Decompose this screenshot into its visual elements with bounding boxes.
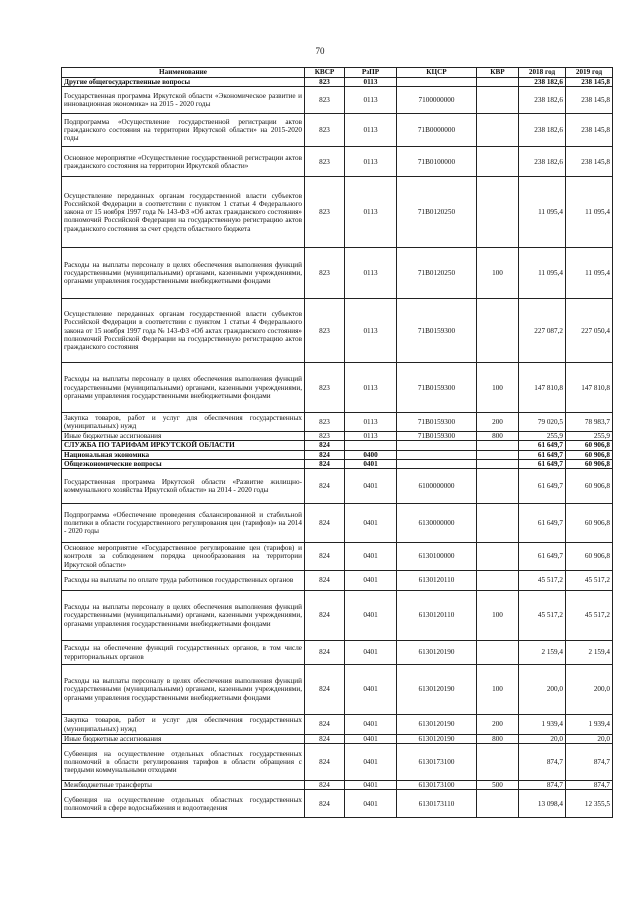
cell-kcsr: 71В0120250 <box>397 248 477 299</box>
cell-kcsr: 6130120110 <box>397 571 477 591</box>
cell-kcsr <box>397 459 477 468</box>
cell-name: Государственная программа Иркутской области «Экономическое развитие и инновационная экономика» на 2015 - 2020 годы <box>62 87 305 114</box>
cell-rzpr: 0113 <box>345 363 397 413</box>
cell-name: Межбюджетные трансферты <box>62 781 305 790</box>
page-number: 70 <box>315 46 325 56</box>
cell-2018: 11 095,4 <box>519 177 566 248</box>
cell-rzpr: 0113 <box>345 177 397 248</box>
cell-2019: 147 810,8 <box>566 363 613 413</box>
cell-kvsr: 824 <box>305 450 345 459</box>
cell-rzpr: 0401 <box>345 571 397 591</box>
cell-kcsr: 6130120110 <box>397 591 477 641</box>
cell-name: Расходы на выплаты персоналу в целях обеспечения выполнения функций государственными (муниципальными) органами, казенными учреждениями, органами управления государственными внебюджетными фондами <box>62 665 305 715</box>
cell-kvr <box>477 469 519 504</box>
cell-kvsr: 824 <box>305 469 345 504</box>
cell-kcsr: 7100000000 <box>397 87 477 114</box>
cell-kcsr <box>397 441 477 450</box>
table-row <box>62 641 613 665</box>
cell-kvr <box>477 78 519 87</box>
cell-2019: 60 906,8 <box>566 504 613 543</box>
cell-kcsr <box>397 450 477 459</box>
cell-name: СЛУЖБА ПО ТАРИФАМ ИРКУТСКОЙ ОБЛАСТИ <box>62 441 305 450</box>
cell-rzpr: 0401 <box>345 715 397 735</box>
header-rzpr: РзПР <box>345 68 397 78</box>
cell-name: Подпрограмма «Обеспечение проведения сбалансированной и стабильной политики в области государственного регулирования цен (тарифов)» на 2014 - 2020 годы <box>62 504 305 543</box>
cell-2018: 61 649,7 <box>519 543 566 571</box>
table-row <box>62 363 613 413</box>
cell-2019: 1 939,4 <box>566 715 613 735</box>
cell-name: Иные бюджетные ассигнования <box>62 735 305 744</box>
cell-name: Расходы на выплаты персоналу в целях обеспечения выполнения функций государственными (муниципальными) органами, казенными учреждениями, органами управления государственными внебюджетными фондами <box>62 248 305 299</box>
cell-kvr <box>477 114 519 147</box>
cell-kvsr: 823 <box>305 114 345 147</box>
cell-name: Субвенция на осуществление отдельных областных государственных полномочий в области регулирования тарифов в области обращения с твердыми коммунальными отходами <box>62 744 305 781</box>
cell-kvr <box>477 744 519 781</box>
cell-kvsr: 824 <box>305 441 345 450</box>
cell-kcsr: 71В0159300 <box>397 299 477 363</box>
header-kcsr: КЦСР <box>397 68 477 78</box>
cell-kvsr: 823 <box>305 78 345 87</box>
cell-kvsr: 824 <box>305 571 345 591</box>
cell-name: Государственная программа Иркутской области «Развитие жилищно-коммунального хозяйства Иркутской области» на 2014 - 2020 годы <box>62 469 305 504</box>
header-2018: 2018 год <box>519 68 566 78</box>
cell-rzpr: 0113 <box>345 114 397 147</box>
cell-kcsr: 71В0120250 <box>397 177 477 248</box>
cell-2018: 200,0 <box>519 665 566 715</box>
cell-kvsr: 823 <box>305 363 345 413</box>
cell-2019: 78 983,7 <box>566 413 613 432</box>
table-row <box>62 299 613 363</box>
cell-kvsr: 824 <box>305 715 345 735</box>
cell-kvsr: 824 <box>305 744 345 781</box>
cell-kvsr: 823 <box>305 413 345 432</box>
cell-2019: 45 517,2 <box>566 571 613 591</box>
table-row <box>62 790 613 818</box>
cell-kvsr: 823 <box>305 177 345 248</box>
cell-rzpr: 0401 <box>345 781 397 790</box>
cell-kvr <box>477 543 519 571</box>
table-row <box>62 248 613 299</box>
cell-rzpr: 0401 <box>345 735 397 744</box>
cell-2018: 61 649,7 <box>519 469 566 504</box>
cell-kvsr: 824 <box>305 543 345 571</box>
cell-2018: 874,7 <box>519 781 566 790</box>
table-row <box>62 432 613 441</box>
cell-kcsr: 6130120190 <box>397 641 477 665</box>
cell-2018: 61 649,7 <box>519 459 566 468</box>
cell-kvsr: 824 <box>305 591 345 641</box>
cell-kvr: 200 <box>477 413 519 432</box>
table-row <box>62 665 613 715</box>
cell-2018: 238 182,6 <box>519 87 566 114</box>
table-row <box>62 450 613 459</box>
cell-name: Национальная экономика <box>62 450 305 459</box>
cell-kvsr: 824 <box>305 781 345 790</box>
cell-name: Подпрограмма «Осуществление государственной регистрации актов гражданского состояния на территории Иркутской области» на 2015-2020 годы <box>62 114 305 147</box>
cell-rzpr: 0113 <box>345 432 397 441</box>
cell-kcsr: 6130173100 <box>397 781 477 790</box>
cell-2019: 11 095,4 <box>566 177 613 248</box>
cell-kvsr: 824 <box>305 735 345 744</box>
cell-kcsr: 6130000000 <box>397 504 477 543</box>
cell-2019: 60 906,8 <box>566 450 613 459</box>
cell-2018: 20,0 <box>519 735 566 744</box>
cell-name: Осуществление переданных органам государственной власти субъектов Российской Федерации в соответствии с пунктом 1 статьи 4 Федерального закона от 15 ноября 1997 года № 143-ФЗ «Об актах гражданского состояния» полномочий Российской Федерации на государственную регистрацию актов гражданского состояния за счет средств областного бюджета <box>62 177 305 248</box>
cell-kcsr: 6130120190 <box>397 665 477 715</box>
cell-2019: 60 906,8 <box>566 459 613 468</box>
cell-kvsr: 824 <box>305 665 345 715</box>
cell-name: Расходы на выплаты по оплате труда работников государственных органов <box>62 571 305 591</box>
table-header <box>62 68 613 78</box>
cell-kcsr: 6130100000 <box>397 543 477 571</box>
cell-kvr <box>477 450 519 459</box>
cell-rzpr: 0113 <box>345 299 397 363</box>
cell-kcsr: 6130120190 <box>397 735 477 744</box>
cell-kvr <box>477 147 519 177</box>
cell-kvsr: 824 <box>305 790 345 818</box>
cell-rzpr: 0113 <box>345 78 397 87</box>
cell-rzpr: 0401 <box>345 744 397 781</box>
cell-2019: 2 159,4 <box>566 641 613 665</box>
cell-kvsr: 824 <box>305 504 345 543</box>
cell-2019: 874,7 <box>566 744 613 781</box>
cell-rzpr: 0401 <box>345 591 397 641</box>
cell-name: Субвенция на осуществление отдельных областных государственных полномочий в сфере водоснабжения и водоотведения <box>62 790 305 818</box>
cell-kvr: 100 <box>477 665 519 715</box>
cell-rzpr <box>345 441 397 450</box>
table-row <box>62 781 613 790</box>
cell-kcsr: 71В0100000 <box>397 147 477 177</box>
table-row <box>62 87 613 114</box>
table-row <box>62 735 613 744</box>
cell-2019: 238 145,8 <box>566 114 613 147</box>
table-row <box>62 147 613 177</box>
cell-2018: 61 649,7 <box>519 504 566 543</box>
cell-kcsr: 71В0159300 <box>397 432 477 441</box>
cell-kvr <box>477 504 519 543</box>
cell-rzpr: 0113 <box>345 413 397 432</box>
cell-2018: 79 020,5 <box>519 413 566 432</box>
cell-kvr: 100 <box>477 248 519 299</box>
cell-rzpr: 0401 <box>345 469 397 504</box>
cell-rzpr: 0401 <box>345 543 397 571</box>
cell-2018: 61 649,7 <box>519 441 566 450</box>
cell-kvr: 500 <box>477 781 519 790</box>
cell-kcsr: 71В0000000 <box>397 114 477 147</box>
cell-2019: 238 145,8 <box>566 147 613 177</box>
cell-name: Расходы на обеспечение функций государственных органов, в том числе территориальных органов <box>62 641 305 665</box>
cell-rzpr: 0401 <box>345 459 397 468</box>
cell-2019: 874,7 <box>566 781 613 790</box>
cell-kcsr: 6130173110 <box>397 790 477 818</box>
cell-2019: 11 095,4 <box>566 248 613 299</box>
cell-2019: 238 145,8 <box>566 87 613 114</box>
budget-table <box>61 67 613 818</box>
cell-name: Общеэкономические вопросы <box>62 459 305 468</box>
cell-name: Основное мероприятие «Государственное регулирование цен (тарифов) и контроля за соблюдением порядка ценообразования на территории Иркутской области» <box>62 543 305 571</box>
cell-kvr <box>477 790 519 818</box>
cell-kcsr <box>397 78 477 87</box>
cell-rzpr: 0401 <box>345 665 397 715</box>
cell-2019: 200,0 <box>566 665 613 715</box>
cell-2018: 238 182,6 <box>519 114 566 147</box>
cell-kvsr: 823 <box>305 432 345 441</box>
cell-rzpr: 0401 <box>345 641 397 665</box>
cell-2019: 60 906,8 <box>566 469 613 504</box>
cell-kvr: 800 <box>477 735 519 744</box>
cell-kvsr: 823 <box>305 147 345 177</box>
cell-2019: 45 517,2 <box>566 591 613 641</box>
cell-kvr: 200 <box>477 715 519 735</box>
header-2019: 2019 год <box>566 68 613 78</box>
cell-rzpr: 0401 <box>345 504 397 543</box>
header-name: Наименование <box>62 68 305 78</box>
table-row <box>62 591 613 641</box>
table-row <box>62 459 613 468</box>
header-kvsr: КВСР <box>305 68 345 78</box>
table-row <box>62 744 613 781</box>
cell-name: Расходы на выплаты персоналу в целях обеспечения выполнения функций государственными (муниципальными) органами, казенными учреждениями, органами управления государственными внебюджетными фондами <box>62 591 305 641</box>
cell-kvr <box>477 571 519 591</box>
cell-kcsr: 6130173100 <box>397 744 477 781</box>
cell-2018: 1 939,4 <box>519 715 566 735</box>
cell-2018: 147 810,8 <box>519 363 566 413</box>
cell-kvr: 100 <box>477 363 519 413</box>
table-row <box>62 413 613 432</box>
table-row <box>62 114 613 147</box>
table-row <box>62 177 613 248</box>
cell-rzpr: 0401 <box>345 790 397 818</box>
cell-kcsr: 71В0159300 <box>397 363 477 413</box>
cell-kvr <box>477 87 519 114</box>
cell-kvsr: 824 <box>305 641 345 665</box>
cell-2019: 255,9 <box>566 432 613 441</box>
cell-2018: 874,7 <box>519 744 566 781</box>
cell-2019: 60 906,8 <box>566 441 613 450</box>
cell-name: Иные бюджетные ассигнования <box>62 432 305 441</box>
table-row <box>62 469 613 504</box>
cell-2019: 60 906,8 <box>566 543 613 571</box>
cell-2018: 255,9 <box>519 432 566 441</box>
table-row <box>62 78 613 87</box>
cell-2018: 61 649,7 <box>519 450 566 459</box>
cell-kvsr: 823 <box>305 248 345 299</box>
cell-name: Закупка товаров, работ и услуг для обеспечения государственных (муниципальных) нужд <box>62 413 305 432</box>
table-row <box>62 715 613 735</box>
cell-name: Закупка товаров, работ и услуг для обеспечения государственных (муниципальных) нужд <box>62 715 305 735</box>
table-row <box>62 571 613 591</box>
cell-rzpr: 0113 <box>345 248 397 299</box>
cell-kvr <box>477 177 519 248</box>
table-row <box>62 504 613 543</box>
cell-2019: 20,0 <box>566 735 613 744</box>
cell-2018: 45 517,2 <box>519 571 566 591</box>
cell-2018: 227 087,2 <box>519 299 566 363</box>
cell-2018: 238 182,6 <box>519 147 566 177</box>
cell-name: Осуществление переданных органам государственной власти субъектов Российской Федерации в соответствии с пунктом 1 статьи 4 Федерального закона от 15 ноября 1997 года № 143-ФЗ «Об актах гражданского состояния» полномочий Российской Федерации на государственную регистрацию актов гражданского состояния <box>62 299 305 363</box>
cell-kvr: 100 <box>477 591 519 641</box>
cell-2018: 45 517,2 <box>519 591 566 641</box>
cell-2019: 227 050,4 <box>566 299 613 363</box>
cell-kvr <box>477 641 519 665</box>
cell-2019: 12 355,5 <box>566 790 613 818</box>
cell-name: Другие общегосударственные вопросы <box>62 78 305 87</box>
table-body <box>62 78 613 818</box>
cell-2018: 11 095,4 <box>519 248 566 299</box>
cell-kvsr: 823 <box>305 299 345 363</box>
cell-rzpr: 0113 <box>345 87 397 114</box>
cell-kvr <box>477 441 519 450</box>
cell-2019: 238 145,8 <box>566 78 613 87</box>
cell-2018: 2 159,4 <box>519 641 566 665</box>
cell-kcsr: 6130120190 <box>397 715 477 735</box>
cell-rzpr: 0400 <box>345 450 397 459</box>
cell-2018: 238 182,6 <box>519 78 566 87</box>
cell-name: Основное мероприятие «Осуществление государственной регистрации актов гражданского состояния на территории Иркутской области» <box>62 147 305 177</box>
cell-kvr <box>477 299 519 363</box>
cell-rzpr: 0113 <box>345 147 397 177</box>
header-kvr: КВР <box>477 68 519 78</box>
cell-kcsr: 71В0159300 <box>397 413 477 432</box>
header-row <box>62 68 613 78</box>
cell-kvsr: 823 <box>305 87 345 114</box>
cell-name: Расходы на выплаты персоналу в целях обеспечения выполнения функций государственными (муниципальными) органами, казенными учреждениями, органами управления государственными внебюджетными фондами <box>62 363 305 413</box>
cell-kcsr: 6100000000 <box>397 469 477 504</box>
table-row <box>62 543 613 571</box>
cell-kvsr: 824 <box>305 459 345 468</box>
cell-kvr <box>477 459 519 468</box>
cell-2018: 13 098,4 <box>519 790 566 818</box>
table-row <box>62 441 613 450</box>
cell-kvr: 800 <box>477 432 519 441</box>
